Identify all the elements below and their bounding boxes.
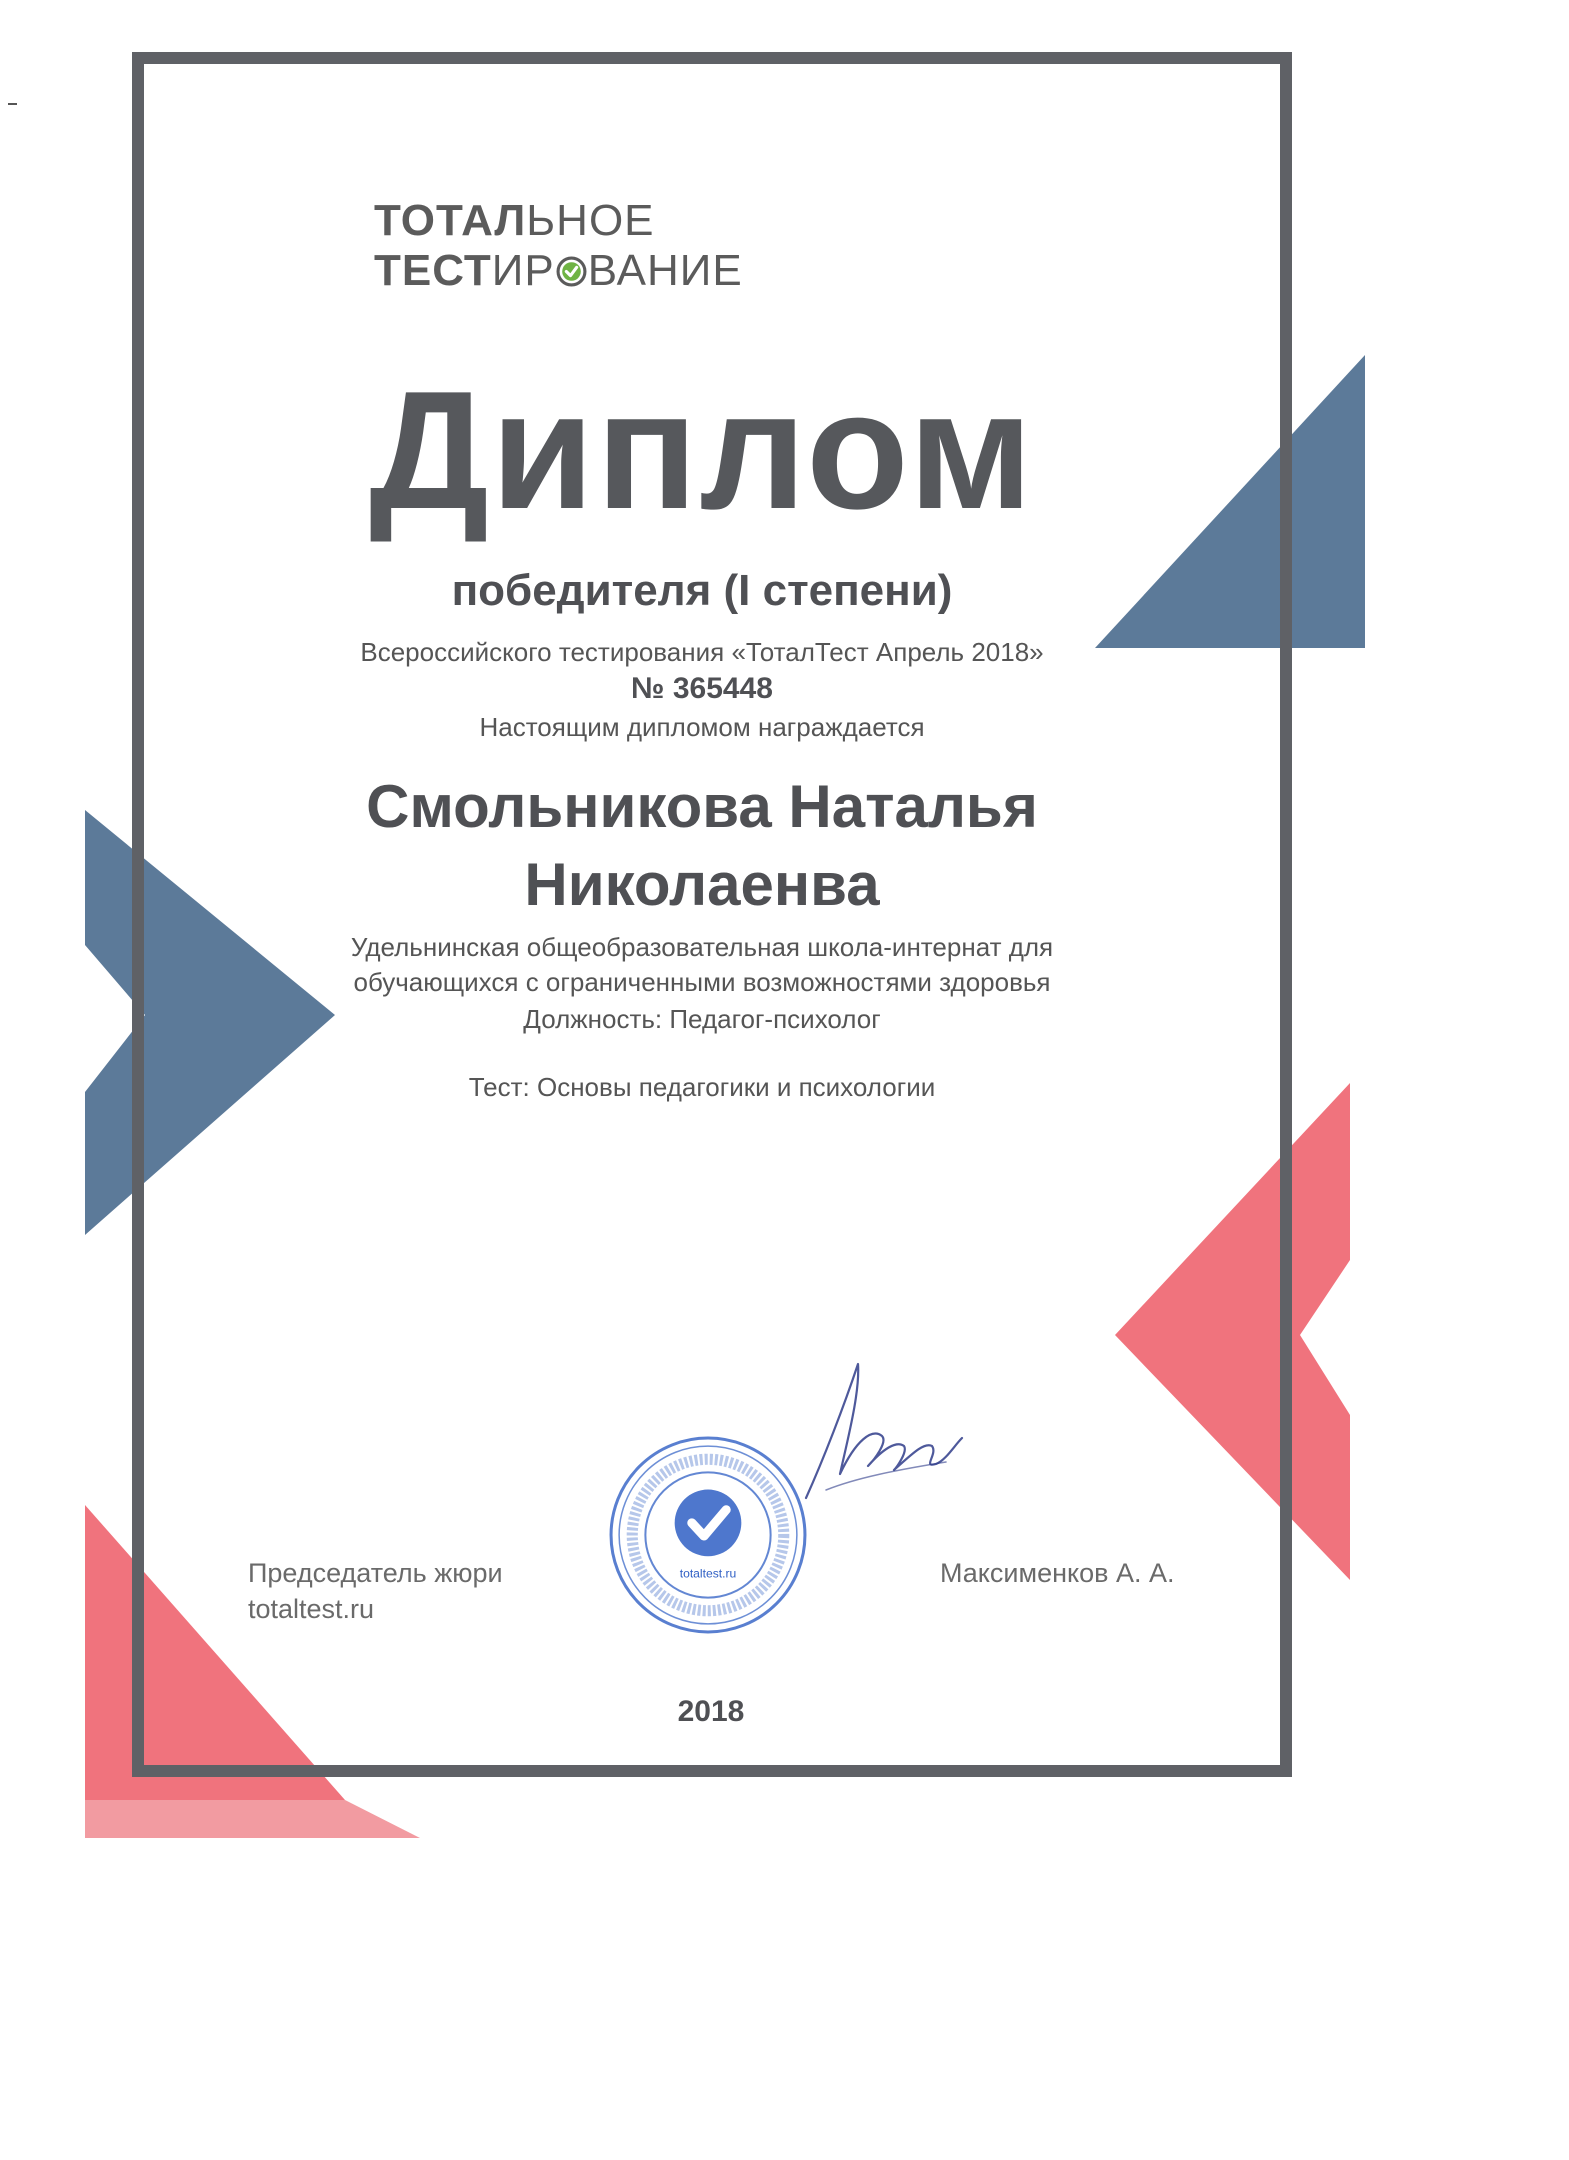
signer-name: Максименков А. А.	[940, 1558, 1175, 1588]
awarded-text: Настоящим дипломом награждается	[479, 712, 925, 742]
organization-line-1: Удельнинская общеобразовательная школа-интернат для	[350, 932, 1054, 962]
diploma-degree: победителя (I степени)	[451, 566, 953, 615]
diploma-year: 2018	[677, 1695, 745, 1728]
recipient-name-line-2: Николаенва	[524, 851, 880, 918]
organization-line-2: обучающихся с ограниченными возможностями здоровья	[353, 967, 1051, 997]
red-triangle-bottom-left-lower	[85, 1800, 420, 1838]
stamp-center-text: totaltest.ru	[679, 1566, 737, 1581]
scan-mark	[8, 103, 17, 105]
event-name: Всероссийского тестирования «ТоталТест Апрель 2018»	[360, 637, 1044, 667]
jury-chair-block	[248, 1555, 503, 1627]
website-text: totaltest.ru	[248, 1594, 375, 1624]
handwritten-signature	[796, 1358, 966, 1508]
organization	[312, 930, 1092, 1000]
recipient-name-line-1: Смольникова Наталья	[366, 773, 1038, 840]
logo-line-1: ТОТАЛЬНОЕ	[374, 196, 655, 245]
diploma-title: Диплом	[369, 356, 1035, 544]
green-check-circle-icon	[556, 256, 587, 287]
logo-line-2: ТЕСТИР ВАНИЕ	[374, 246, 743, 295]
round-stamp	[607, 1434, 809, 1636]
jury-chair-label: Председатель жюри	[248, 1558, 503, 1588]
diploma-number: № 365448	[631, 672, 773, 705]
check-circle-icon	[675, 1490, 742, 1557]
recipient-name	[232, 768, 1172, 924]
recipient-position: Должность: Педагог-психолог	[523, 1004, 881, 1034]
test-name: Тест: Основы педагогики и психологии	[468, 1072, 936, 1102]
totaltest-logo	[374, 196, 743, 296]
